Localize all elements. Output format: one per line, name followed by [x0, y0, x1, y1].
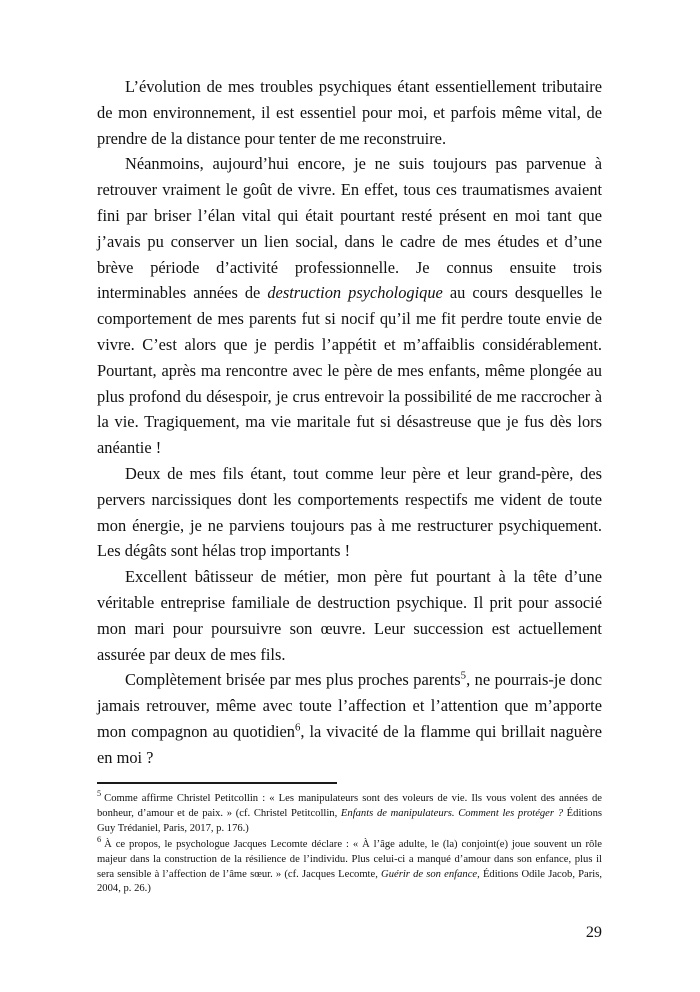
- footnote-reference: 5: [460, 669, 467, 682]
- text-run: Néanmoins, aujourd’hui encore, je ne suis toujours pas parvenue à retrouver vraiment le goût de vivre. En effet, tous ces traumatismes avaient fini par briser l’élan vital qui était pourtant resté présent en moi tant que j’avais pu conserver un lien social, dans le cadre de mes études et d’une brève période d’activité professionnelle. Je connus ensuite trois interminables années de: [97, 154, 602, 303]
- footnote-number: 5: [97, 789, 102, 799]
- text-run: Complètement brisée par mes plus proches parents: [125, 670, 461, 690]
- page-number: 29: [585, 923, 602, 941]
- text-run: , la vivacité de la flamme qui brillait naguère en moi ?: [97, 721, 602, 767]
- paragraph: [97, 667, 602, 770]
- footnote-number: 6: [97, 835, 102, 845]
- paragraph: [97, 564, 602, 667]
- text-run: au cours desquelles le comportement de mes parents fut si nocif qu’il me fit perdre toute envie de vivre. C’est alors que je perdis l’appétit et m’affaiblis considérablement. Pourtant, après ma rencontre avec le père de mes enfants, même plongée au plus profond du désespoir, je crus entrevoir la possibilité de me raccrocher à la vie. Tragiquement, ma vie maritale fut si désastreuse que je fus dès lors anéantie !: [97, 283, 603, 458]
- paragraph: [97, 151, 602, 461]
- italic-run: destruction psychologique: [267, 283, 443, 303]
- text-run: , Éditions Odile Jacob, Paris, 2004, p. 26.): [97, 868, 602, 895]
- italic-run: Enfants de manipulateurs. Comment les protéger ?: [340, 807, 563, 819]
- paragraph: [97, 461, 602, 564]
- text-run: Comme affirme Christel Petitcollin : « Les manipulateurs sont des voleurs de vie. Ils vous volent des années de bonheur, d’amour et de paix. » (cf. Christel Petitcollin,: [97, 793, 602, 819]
- italic-run: Guérir de son enfance: [381, 868, 478, 880]
- footnote-separator-rule: [97, 782, 337, 784]
- footnote: [97, 789, 602, 837]
- text-run: , ne pourrais-je donc jamais retrouver, même avec toute l’affection et l’attention que m’apporte mon compagnon au quotidien: [97, 670, 603, 741]
- footnote-reference: 6: [294, 721, 301, 734]
- text-run: À ce propos, le psychologue Jacques Lecomte déclare : « À l’âge adulte, le (la) conjoint(e) joue souvent un rôle majeur dans la construction de la résilience de l’individu. Plus celui-ci a manqué d’amour dans son enfance, plus il sera sensible à l’affection de l’âme sœur. » (cf. Jacques Lecomte,: [97, 838, 602, 880]
- body-text-block: [97, 74, 602, 771]
- footnote-section: [97, 782, 602, 897]
- footnote: [97, 835, 602, 898]
- text-run: L’évolution de mes troubles psychiques étant essentiellement tributaire de mon environnement, il est essentiel pour moi, et parfois même vital, de prendre de la distance pour tenter de me reconstruire.: [97, 77, 602, 148]
- text-run: Excellent bâtisseur de métier, mon père fut pourtant à la tête d’une véritable entreprise familiale de destruction psychique. Il prit pour associé mon mari pour poursuivre son œuvre. Leur succession est actuellement assurée par deux de mes fils.: [97, 567, 602, 664]
- text-run: Deux de mes fils étant, tout comme leur père et leur grand-père, des pervers narcissiques dont les comportements respectifs me vident de toute mon énergie, je ne parviens toujours pas à me restructurer psychiquement. Les dégâts sont hélas trop importants !: [97, 463, 602, 561]
- paragraph: [97, 74, 602, 151]
- text-run: Éditions Guy Trédaniel, Paris, 2017, p. 176.): [97, 807, 602, 834]
